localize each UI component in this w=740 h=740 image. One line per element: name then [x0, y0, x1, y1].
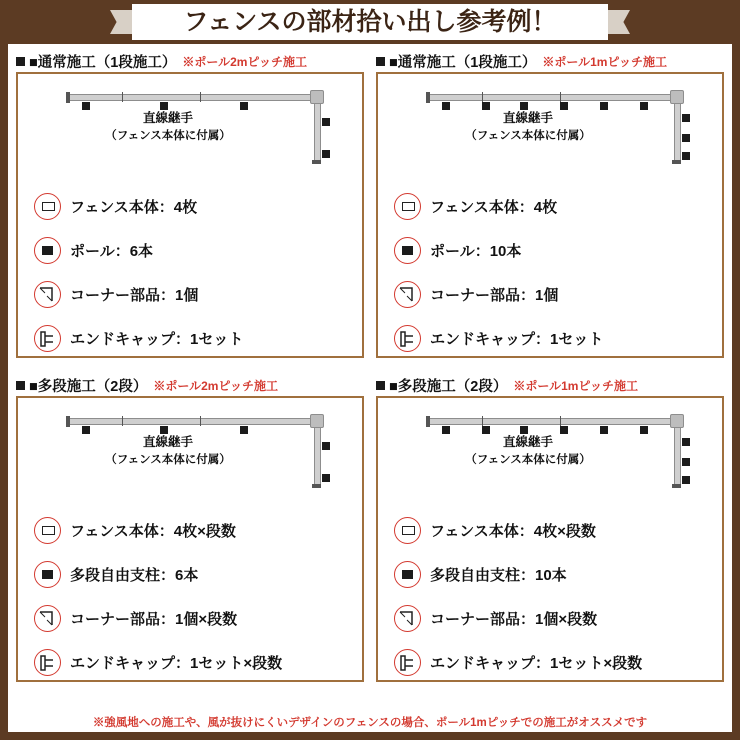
post-marker	[482, 426, 490, 434]
panel-heading-note: ※ポール1mピッチ施工	[542, 54, 667, 69]
post-marker	[520, 426, 528, 434]
fence-panel-icon	[34, 193, 61, 220]
fence-panel-icon	[394, 517, 421, 544]
list-item	[378, 272, 722, 316]
end-cap-left	[66, 416, 70, 427]
list-item	[378, 640, 722, 684]
post-marker	[82, 426, 90, 434]
end-cap-icon	[394, 325, 421, 352]
post-icon	[394, 561, 421, 588]
joint-callout-line1: 直線継手	[502, 435, 553, 449]
list-item	[18, 228, 362, 272]
panel-grid	[8, 44, 732, 692]
parts-list	[378, 184, 722, 360]
end-cap-icon	[34, 325, 61, 352]
list-item	[378, 596, 722, 640]
joint-tick	[482, 416, 483, 426]
list-item	[378, 552, 722, 596]
joint-tick	[122, 416, 123, 426]
panel-heading	[16, 50, 364, 72]
list-item-label: ポール：6本	[70, 242, 154, 260]
bullet-square-icon	[376, 57, 385, 66]
fence-panel-icon	[34, 517, 61, 544]
content-board	[8, 44, 732, 732]
panel-normal-2m	[16, 50, 364, 360]
rail-vertical	[314, 104, 321, 160]
list-item	[378, 316, 722, 360]
list-item	[18, 640, 362, 684]
end-cap-icon	[34, 649, 61, 676]
bullet-square-icon	[16, 381, 25, 390]
page-title: フェンスの部材拾い出し参考例！	[183, 8, 557, 36]
list-item-label: フェンス本体：4枚	[430, 198, 558, 216]
post-marker	[600, 102, 608, 110]
list-item	[18, 316, 362, 360]
corner-part	[310, 414, 324, 428]
list-item	[378, 184, 722, 228]
list-item-label: コーナー部品：1個×段数	[70, 610, 238, 628]
panel-heading-text: ■多段施工（2段）	[29, 378, 148, 395]
rail-horizontal	[430, 418, 674, 425]
post-marker	[682, 476, 690, 484]
joint-tick	[200, 416, 201, 426]
post-marker	[160, 102, 168, 110]
bullet-square-icon	[16, 57, 25, 66]
list-item-label: コーナー部品：1個	[430, 286, 559, 304]
post-marker	[322, 150, 330, 158]
end-cap-left	[426, 92, 430, 103]
ribbon-tail-left	[110, 10, 132, 34]
rail-horizontal	[70, 94, 314, 101]
list-item-label: フェンス本体：4枚×段数	[430, 522, 596, 540]
post-marker	[560, 426, 568, 434]
post-marker	[682, 134, 690, 142]
list-item	[18, 184, 362, 228]
list-item-label: エンドキャップ：1セット×段数	[70, 654, 283, 672]
post-marker	[322, 474, 330, 482]
fence-layout-diagram	[378, 398, 722, 506]
corner-part	[670, 90, 684, 104]
panel-body	[376, 396, 724, 682]
joint-callout	[68, 434, 268, 469]
footnote: ※強風地への施工や、風が抜けにくいデザインのフェンスの場合、ポール1mピッチでの施工がオススメです	[92, 717, 648, 729]
panel-body	[16, 72, 364, 358]
list-item	[378, 228, 722, 272]
post-marker	[682, 438, 690, 446]
list-item-label: コーナー部品：1個	[70, 286, 199, 304]
post-marker	[640, 102, 648, 110]
panel-heading-note: ※ポール2mピッチ施工	[182, 54, 307, 69]
end-cap-icon	[394, 649, 421, 676]
panel-normal-1m	[376, 50, 724, 360]
panel-body	[16, 396, 364, 682]
fence-panel-icon	[394, 193, 421, 220]
list-item-label: エンドキャップ：1セット	[70, 330, 244, 348]
corner-part-icon	[34, 605, 61, 632]
panel-heading-note: ※ポール1mピッチ施工	[513, 378, 638, 393]
joint-callout-line2: （フェンス本体に付属）	[465, 130, 591, 142]
end-cap-left	[426, 416, 430, 427]
panel-multitier-2m	[16, 374, 364, 684]
post-marker	[640, 426, 648, 434]
parts-list	[18, 508, 362, 684]
joint-callout-line2: （フェンス本体に付属）	[465, 454, 591, 466]
joint-tick	[122, 92, 123, 102]
list-item	[378, 508, 722, 552]
post-marker	[240, 426, 248, 434]
panel-multitier-1m	[376, 374, 724, 684]
post-marker	[682, 152, 690, 160]
post-marker	[560, 102, 568, 110]
list-item	[18, 552, 362, 596]
panel-heading-note: ※ポール2mピッチ施工	[153, 378, 278, 393]
list-item-label: フェンス本体：4枚×段数	[70, 522, 236, 540]
end-cap-bottom	[672, 160, 681, 164]
corner-part-icon	[34, 281, 61, 308]
end-cap-left	[66, 92, 70, 103]
ribbon-tail-right	[608, 10, 630, 34]
fence-layout-diagram	[378, 74, 722, 182]
parts-list	[378, 508, 722, 684]
panel-heading-text: ■通常施工（1段施工）	[389, 54, 537, 71]
post-marker	[482, 102, 490, 110]
rail-horizontal	[430, 94, 674, 101]
panel-heading-text: ■通常施工（1段施工）	[29, 54, 177, 71]
post-marker	[160, 426, 168, 434]
rail-horizontal	[70, 418, 314, 425]
corner-part-icon	[394, 605, 421, 632]
list-item-label: フェンス本体：4枚	[70, 198, 198, 216]
post-marker	[600, 426, 608, 434]
list-item-label: コーナー部品：1個×段数	[430, 610, 598, 628]
list-item-label: エンドキャップ：1セット	[430, 330, 604, 348]
list-item-label: 多段自由支柱：6本	[70, 566, 199, 584]
post-icon	[34, 237, 61, 264]
joint-callout-line1: 直線継手	[142, 435, 193, 449]
panel-heading	[16, 374, 364, 396]
joint-tick	[560, 416, 561, 426]
post-marker	[442, 426, 450, 434]
joint-callout-line1: 直線継手	[142, 111, 193, 125]
joint-tick	[200, 92, 201, 102]
post-icon	[34, 561, 61, 588]
corner-part	[310, 90, 324, 104]
list-item	[18, 596, 362, 640]
post-marker	[442, 102, 450, 110]
post-marker	[240, 102, 248, 110]
panel-body	[376, 72, 724, 358]
joint-tick	[560, 92, 561, 102]
post-marker	[682, 114, 690, 122]
bullet-square-icon	[376, 381, 385, 390]
list-item-label: 多段自由支柱：10本	[430, 566, 567, 584]
header-ribbon	[0, 0, 740, 44]
post-marker	[322, 118, 330, 126]
rail-vertical	[674, 428, 681, 484]
list-item-label: ポール：10本	[430, 242, 522, 260]
list-item-label: エンドキャップ：1セット×段数	[430, 654, 643, 672]
list-item	[18, 272, 362, 316]
joint-callout-line1: 直線継手	[502, 111, 553, 125]
post-marker	[682, 458, 690, 466]
end-cap-bottom	[312, 484, 321, 488]
panel-heading	[376, 374, 724, 396]
parts-list	[18, 184, 362, 360]
corner-part-icon	[394, 281, 421, 308]
post-icon	[394, 237, 421, 264]
panel-heading-text: ■多段施工（2段）	[389, 378, 508, 395]
joint-callout	[68, 110, 268, 145]
joint-callout	[428, 434, 628, 469]
corner-part	[670, 414, 684, 428]
post-marker	[322, 442, 330, 450]
end-cap-bottom	[672, 484, 681, 488]
joint-callout-line2: （フェンス本体に付属）	[105, 130, 231, 142]
joint-callout	[428, 110, 628, 145]
fence-layout-diagram	[18, 74, 362, 182]
rail-vertical	[674, 104, 681, 160]
post-marker	[82, 102, 90, 110]
list-item	[18, 508, 362, 552]
panel-heading	[376, 50, 724, 72]
fence-layout-diagram	[18, 398, 362, 506]
post-marker	[520, 102, 528, 110]
end-cap-bottom	[312, 160, 321, 164]
joint-callout-line2: （フェンス本体に付属）	[105, 454, 231, 466]
rail-vertical	[314, 428, 321, 484]
joint-tick	[482, 92, 483, 102]
